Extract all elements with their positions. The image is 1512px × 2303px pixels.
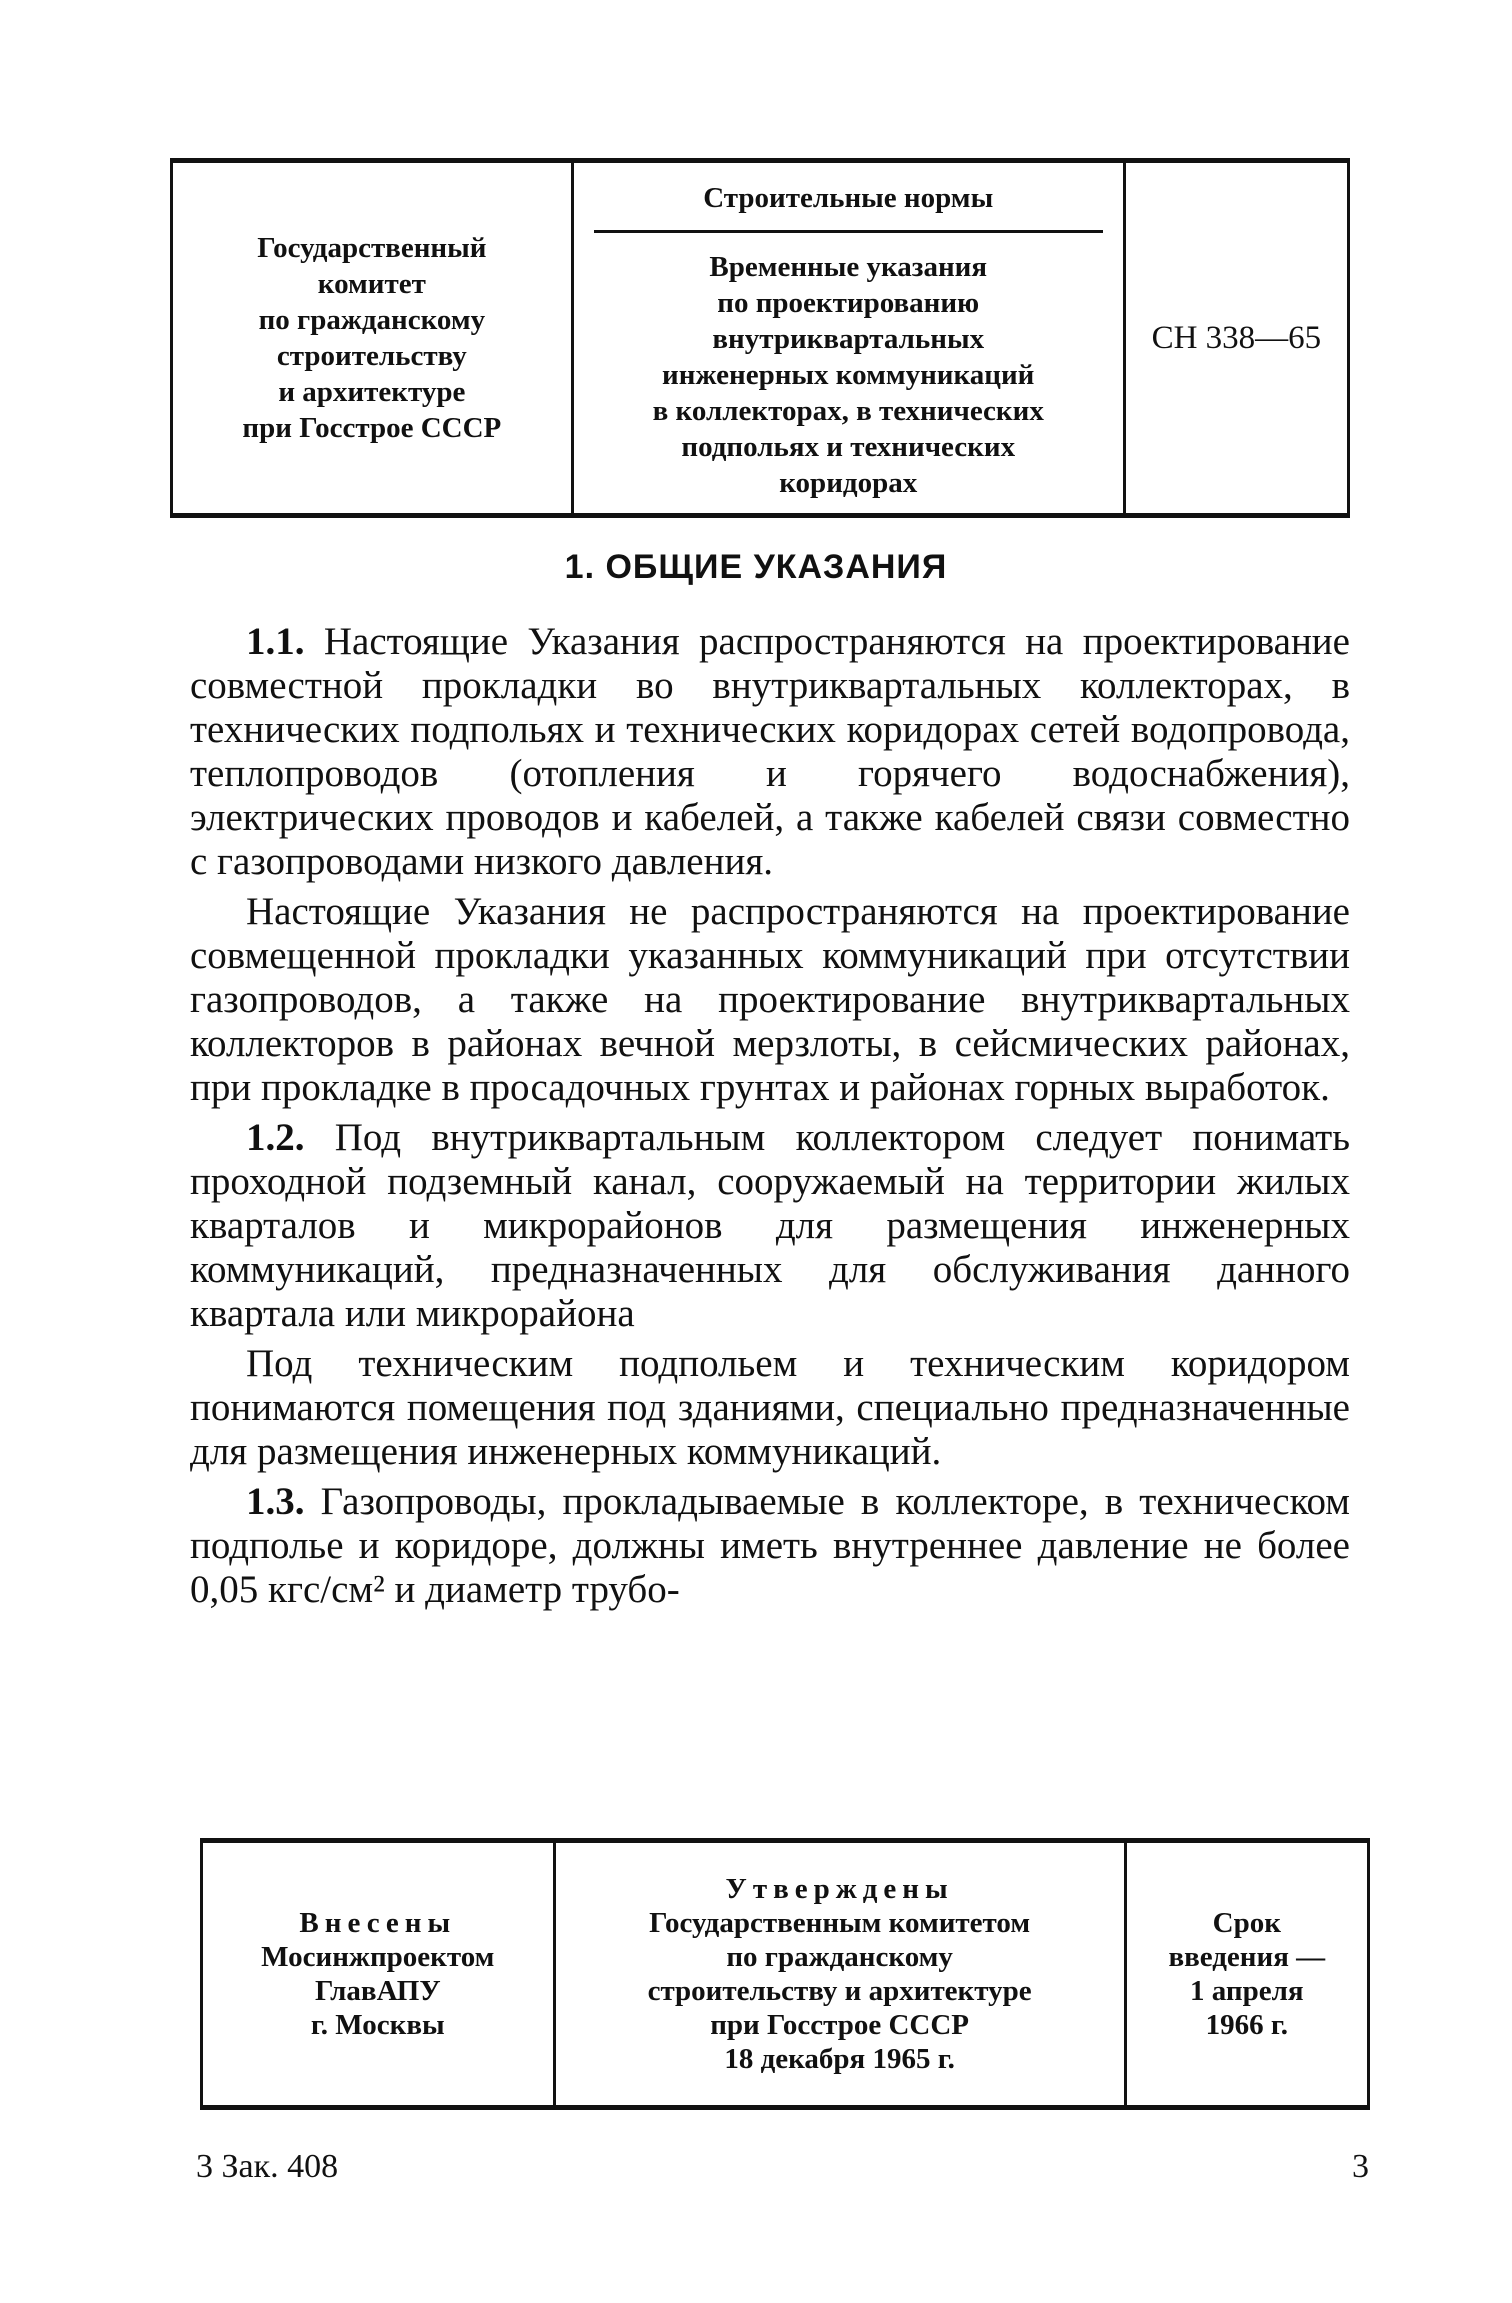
submitted-line: ГлавАПУ	[314, 1975, 441, 2007]
clause-number: 1.2.	[246, 1116, 305, 1159]
doc-title-line: внутриквартальных	[712, 322, 985, 355]
effective-date-cell	[1125, 1841, 1368, 2108]
submitted-label: Внесены	[299, 1907, 457, 1939]
committee-line: при Госстрое СССР	[242, 412, 502, 444]
doc-title-line: инженерных коммуникаций	[662, 358, 1035, 391]
doc-title-line: в коллекторах, в технических	[652, 394, 1044, 427]
submitted-cell	[202, 1841, 555, 2108]
document-title-cell	[572, 161, 1124, 516]
paragraph	[190, 620, 1350, 884]
effective-line: введения —	[1168, 1941, 1326, 1973]
header-table	[170, 158, 1350, 518]
effective-line: 1 апреля	[1190, 1975, 1304, 2007]
effective-line: 1966 г.	[1205, 2009, 1289, 2041]
approval-table	[200, 1838, 1370, 2110]
paragraph	[190, 1342, 1350, 1474]
approved-line: по гражданскому	[726, 1941, 953, 1973]
approved-line: строительству и архитектуре	[647, 1975, 1032, 2007]
page-number: 3	[1352, 2148, 1369, 2185]
committee-line: Государственный	[257, 232, 487, 264]
effective-line: Срок	[1212, 1907, 1281, 1939]
committee-line: строительству	[276, 340, 467, 372]
clause-number: 1.3.	[246, 1480, 305, 1523]
approved-line: при Госстрое СССР	[710, 2009, 970, 2041]
doc-title	[574, 233, 1123, 505]
paragraph	[190, 890, 1350, 1110]
submitted-line: г. Москвы	[310, 2009, 445, 2041]
submitted-line: Мосинжпроектом	[261, 1941, 495, 1973]
paragraph-text: Газопроводы, прокладываемые в коллекторе, в техническом подполье и коридоре, должны иметь внутреннее давление не более 0,05 кгс/см² и диаметр трубо-	[190, 1480, 1350, 1611]
committee-line: по гражданскому	[258, 304, 486, 336]
approved-line: Государственным комитетом	[649, 1907, 1031, 1939]
paragraph-text: Настоящие Указания распространяются на проектирование совместной прокладки во внутриквартальных коллекторах, в технических подпольях и технических коридорах сетей водопровода, теплопроводов (отопления и горячего водоснабжения), электрических проводов и кабелей, а также кабелей связи совместно с газопроводами низкого давления.	[190, 620, 1350, 883]
norms-title: Строительные нормы	[594, 172, 1103, 233]
committee-line: и архитектуре	[278, 376, 466, 408]
doc-title-line: по проектированию	[717, 286, 980, 319]
doc-title-line: подпольях и технических	[681, 430, 1016, 463]
paragraph-text: Под техническим подпольем и техническим коридором понимаются помещения под зданиями, специально предназначенные для размещения инженерных коммуникаций.	[190, 1342, 1350, 1473]
clause-number: 1.1.	[246, 620, 305, 663]
paragraph	[190, 1480, 1350, 1612]
print-order-number: 3 Зак. 408	[196, 2148, 339, 2185]
committee-cell	[172, 161, 573, 516]
section-title: 1. ОБЩИЕ УКАЗАНИЯ	[564, 548, 948, 586]
paragraph-text: Под внутриквартальным коллектором следует понимать проходной подземный канал, сооружаемый на территории жилых кварталов и микрорайонов для размещения инженерных коммуникаций, предназначенных для обслуживания данного квартала или микрорайона	[190, 1116, 1351, 1335]
document-code: СН 338—65	[1124, 161, 1348, 516]
body-text	[190, 620, 1350, 1618]
doc-title-line: Временные указания	[709, 250, 988, 283]
approved-label: Утверждены	[725, 1873, 954, 1905]
committee-line: комитет	[317, 268, 426, 300]
paragraph-text: Настоящие Указания не распространяются на проектирование совмещенной прокладки указанных коммуникаций при отсутствии газопроводов, а также на проектирование внутриквартальных коллекторов в районах вечной мерзлоты, в сейсмических районах, при прокладке в просадочных грунтах и районах горных выработок.	[190, 890, 1350, 1109]
approved-cell	[554, 1841, 1125, 2108]
paragraph	[190, 1116, 1350, 1336]
approved-line: 18 декабря 1965 г.	[724, 2043, 955, 2075]
doc-title-line: коридорах	[779, 466, 918, 499]
